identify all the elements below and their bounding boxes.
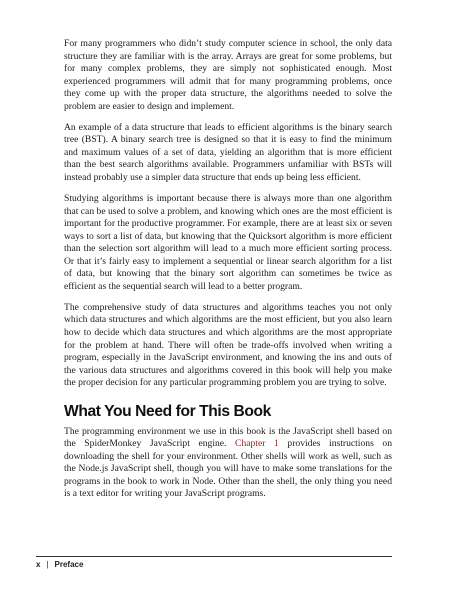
text-after-link: provides instructions on downloading the shell for your environment. Other shells will work as well, such as the Node.js JavaScript shell, though you will have to make some translations for the programs in the book to work in Node. Other than the shell, the only thing you need is a text editor for writing your JavaScript programs.	[64, 438, 392, 500]
paragraph-binary-search-tree: An example of a data structure that leads to efficient algorithms is the binary search tree (BST). A binary search tree is designed so that it is easy to find the minimum and maximum values of a set of data, yielding an algorithm that is more efficient than the best search algorithms available. Programmers unfamiliar with BSTs will instead probably use a simpler data structure that ends up being less efficient.	[64, 121, 392, 183]
page-number: x	[36, 560, 41, 569]
chapter-1-link[interactable]: Chapter 1	[235, 438, 279, 450]
footer-rule	[36, 556, 392, 557]
footer-separator: |	[46, 560, 49, 569]
page-footer	[36, 556, 392, 576]
text-before-link: The programming environment we use in this book is the JavaScript shell based on the SpiderMonkey JavaScript engine.	[64, 425, 392, 450]
page-body	[64, 38, 392, 510]
section-heading: What You Need for This Book	[64, 402, 271, 420]
paragraph-studying-algorithms: Studying algorithms is important because there is always more than one algorithm that can be used to solve a problem, and knowing which ones are the most efficient is important for the productive programmer. For example, there are at least six or seven ways to sort a list of data, but knowing that the Quicksort algorithm is more efficient than the selection sort algorithm will lead to a much more efficient sorting process. Or that it’s fairly easy to implement a sequential or linear search algorithm for a list of data, but knowing that the binary sort algorithm can sometimes be twice as efficient as the sequential search will lead to a better program.	[64, 193, 392, 292]
paragraph-data-structures-intro: For many programmers who didn’t study computer science in school, the only data structure they are familiar with is the array. Arrays are great for some problems, but for many complex problems, they are simply not sophisticated enough. Most experienced programmers will admit that for many programming problems, once they come up with the proper data structure, the algorithms needed to solve the problem are easier to design and implement.	[64, 38, 392, 112]
running-footer-label: Preface	[54, 560, 84, 569]
paragraph-comprehensive-study: The comprehensive study of data structures and algorithms teaches you not only which data structures and which algorithms are the most efficient, but you also learn how to decide which data structures and which algorithms are the most appropriate for the problem at hand. There will often be trade-offs involved when writing a program, especially in the JavaScript environment, and knowing the ins and outs of the various data structures and algorithms covered in this book will help you make the proper decision for any particular programming problem you are trying to solve.	[64, 301, 392, 389]
paragraph-what-you-need	[64, 426, 392, 501]
footer-text	[36, 560, 83, 570]
